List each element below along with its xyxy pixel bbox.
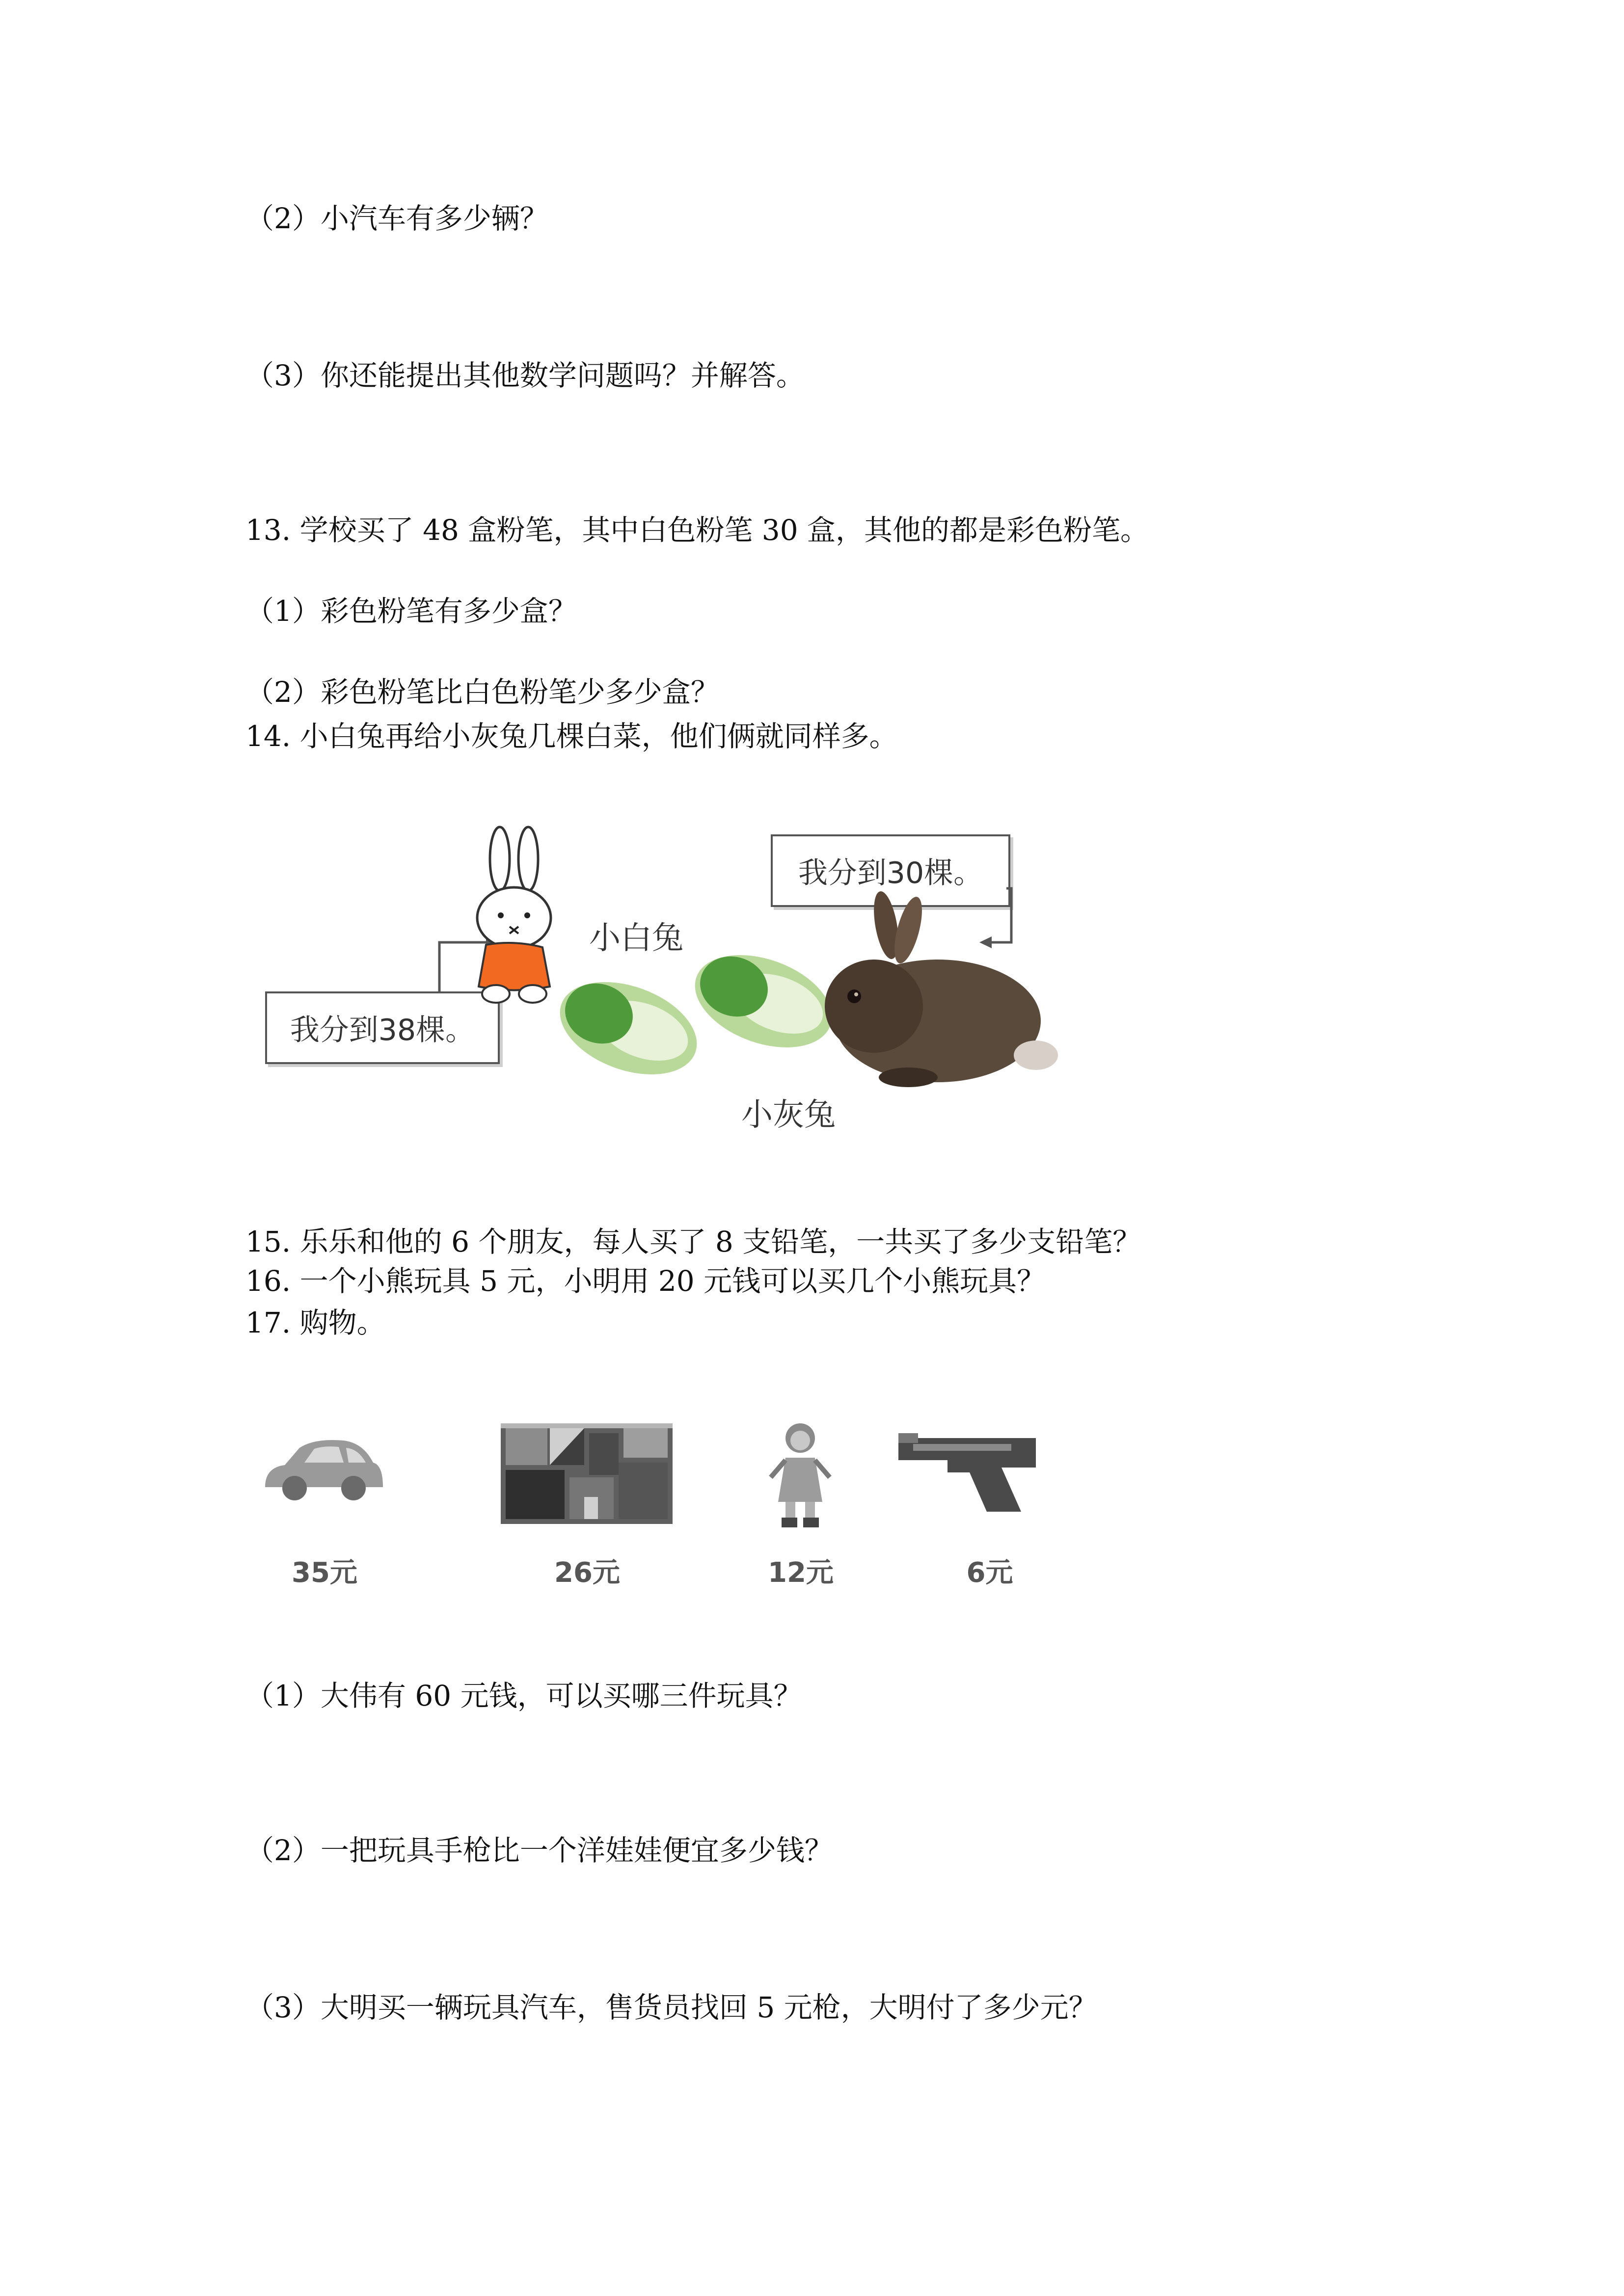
question-13-1: （1）彩色粉笔有多少盒？ bbox=[245, 594, 577, 628]
question-17-2: （2）一把玩具手枪比一个洋娃娃便宜多少钱？ bbox=[245, 1834, 833, 1867]
gray-rabbit-icon bbox=[825, 889, 1058, 1087]
toys-drawing bbox=[245, 1414, 1080, 1541]
white-rabbit-bubble-text: 我分到38棵。 bbox=[290, 1013, 475, 1047]
toy-car-icon bbox=[265, 1440, 383, 1500]
question-13: 13. 学校买了 48 盒粉笔，其中白色粉笔 30 盒，其他的都是彩色粉笔。 bbox=[245, 513, 1149, 547]
gray-rabbit-label: 小灰兔 bbox=[741, 1097, 836, 1133]
question-14: 14. 小白兔再给小灰兔几棵白菜，他们俩就同样多。 bbox=[245, 720, 898, 753]
cabbage-icon bbox=[682, 938, 845, 1065]
doll-price: 12元 bbox=[768, 1557, 834, 1589]
toy-gun-icon bbox=[898, 1433, 1036, 1512]
building-blocks-icon bbox=[501, 1423, 673, 1524]
arrow-icon bbox=[979, 888, 1011, 948]
question-17-1: （1）大伟有 60 元钱，可以买哪三件玩具？ bbox=[245, 1679, 802, 1712]
gray-rabbit-bubble-text: 我分到30棵。 bbox=[798, 856, 983, 890]
question-12-3: （3）你还能提出其他数学问题吗？并解答。 bbox=[245, 359, 805, 392]
question-17: 17. 购物。 bbox=[245, 1306, 385, 1339]
rabbit-scene-drawing bbox=[255, 825, 1090, 1144]
white-rabbit-icon bbox=[477, 827, 551, 1003]
building-blocks-price: 26元 bbox=[554, 1557, 620, 1589]
question-12-2: （2）小汽车有多少辆？ bbox=[245, 202, 548, 235]
toys-figure bbox=[245, 1414, 1080, 1600]
question-17-3: （3）大明买一辆玩具汽车，售货员找回 5 元枪，大明付了多少元？ bbox=[245, 1991, 1097, 2024]
cabbage-icon bbox=[547, 965, 710, 1092]
doll-icon bbox=[771, 1423, 830, 1527]
question-15: 15. 乐乐和他的 6 个朋友，每人买了 8 支铅笔，一共买了多少支铅笔？ bbox=[245, 1225, 1141, 1258]
question-13-2: （2）彩色粉笔比白色粉笔少多少盒？ bbox=[245, 675, 719, 709]
rabbit-figure bbox=[255, 825, 1090, 1144]
toy-gun-price: 6元 bbox=[966, 1557, 1013, 1589]
question-16: 16. 一个小熊玩具 5 元，小明用 20 元钱可以买几个小熊玩具？ bbox=[245, 1264, 1046, 1298]
toy-car-price: 35元 bbox=[292, 1557, 357, 1589]
white-rabbit-label: 小白兔 bbox=[589, 920, 683, 957]
